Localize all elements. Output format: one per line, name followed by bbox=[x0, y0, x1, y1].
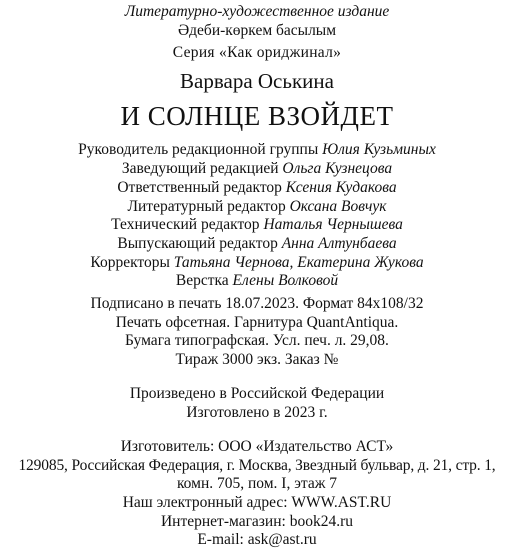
print-signed: Подписано в печать 18.07.2023. Формат 84х108/32 bbox=[90, 295, 424, 312]
staff-role: Руководитель редакционной группы bbox=[78, 141, 319, 158]
staff-name: Анна Алтунбаева bbox=[281, 235, 397, 252]
staff-line-4 bbox=[0, 216, 514, 234]
staff-role: Технический редактор bbox=[111, 216, 260, 233]
staff-name: Наталья Чернышева bbox=[263, 216, 403, 233]
staff-role: Заведующий редакцией bbox=[121, 160, 279, 177]
print-paper: Бумага типографская. Усл. печ. л. 29,08. bbox=[125, 332, 389, 349]
staff-name: Оксана Вовчук bbox=[289, 198, 387, 215]
print-run: Тираж 3000 экз. Заказ № bbox=[175, 351, 339, 368]
publisher-address-line2: комн. 705, пом. I, этаж 7 bbox=[176, 475, 338, 492]
staff-line-2 bbox=[0, 179, 514, 197]
staff-line-7 bbox=[0, 272, 514, 290]
staff-line-0 bbox=[0, 141, 514, 159]
staff-role: Ответственный редактор bbox=[117, 179, 282, 196]
staff-name: Елены Волковой bbox=[232, 272, 339, 289]
staff-role: Верстка bbox=[175, 272, 229, 289]
staff-line-5 bbox=[0, 235, 514, 253]
publisher-shop: Интернет-магазин: book24.ru bbox=[160, 513, 353, 530]
publisher-maker: Изготовитель: ООО «Издательство АСТ» bbox=[120, 438, 394, 455]
publisher-website: Наш электронный адрес: WWW.AST.RU bbox=[122, 494, 392, 511]
staff-line-1 bbox=[0, 160, 514, 178]
publisher-email: E-mail: ask@ast.ru bbox=[197, 531, 317, 548]
book-title: И СОЛНЦЕ ВЗОЙДЕТ bbox=[120, 101, 394, 131]
staff-name: Ксения Кудакова bbox=[285, 179, 397, 196]
staff-role: Литературный редактор bbox=[127, 198, 286, 215]
staff-role: Корректоры bbox=[90, 254, 170, 271]
origin-year: Изготовлено в 2023 г. bbox=[186, 404, 328, 421]
edition-type: Литературно-художественное издание bbox=[124, 3, 390, 20]
staff-line-6 bbox=[0, 254, 514, 272]
origin-country: Произведено в Российской Федерации bbox=[129, 385, 385, 402]
edition-type-kz: Әдеби-көркем басылым bbox=[177, 22, 337, 39]
staff-role: Выпускающий редактор bbox=[117, 235, 278, 252]
staff-line-3 bbox=[0, 198, 514, 216]
series-line: Серия «Как ориджинал» bbox=[172, 44, 342, 61]
publisher-address-line1: 129085, Российская Федерация, г. Москва, Звездный бульвар, д. 21, стр. 1, bbox=[18, 457, 496, 474]
staff-name: Ольга Кузнецова bbox=[282, 160, 393, 177]
print-method: Печать офсетная. Гарнитура QuantAntiqua. bbox=[115, 314, 399, 331]
staff-name: Татьяна Чернова, Екатерина Жукова bbox=[173, 254, 424, 271]
book-author: Варвара Оськина bbox=[180, 69, 334, 93]
staff-name: Юлия Кузьминых bbox=[322, 141, 436, 158]
